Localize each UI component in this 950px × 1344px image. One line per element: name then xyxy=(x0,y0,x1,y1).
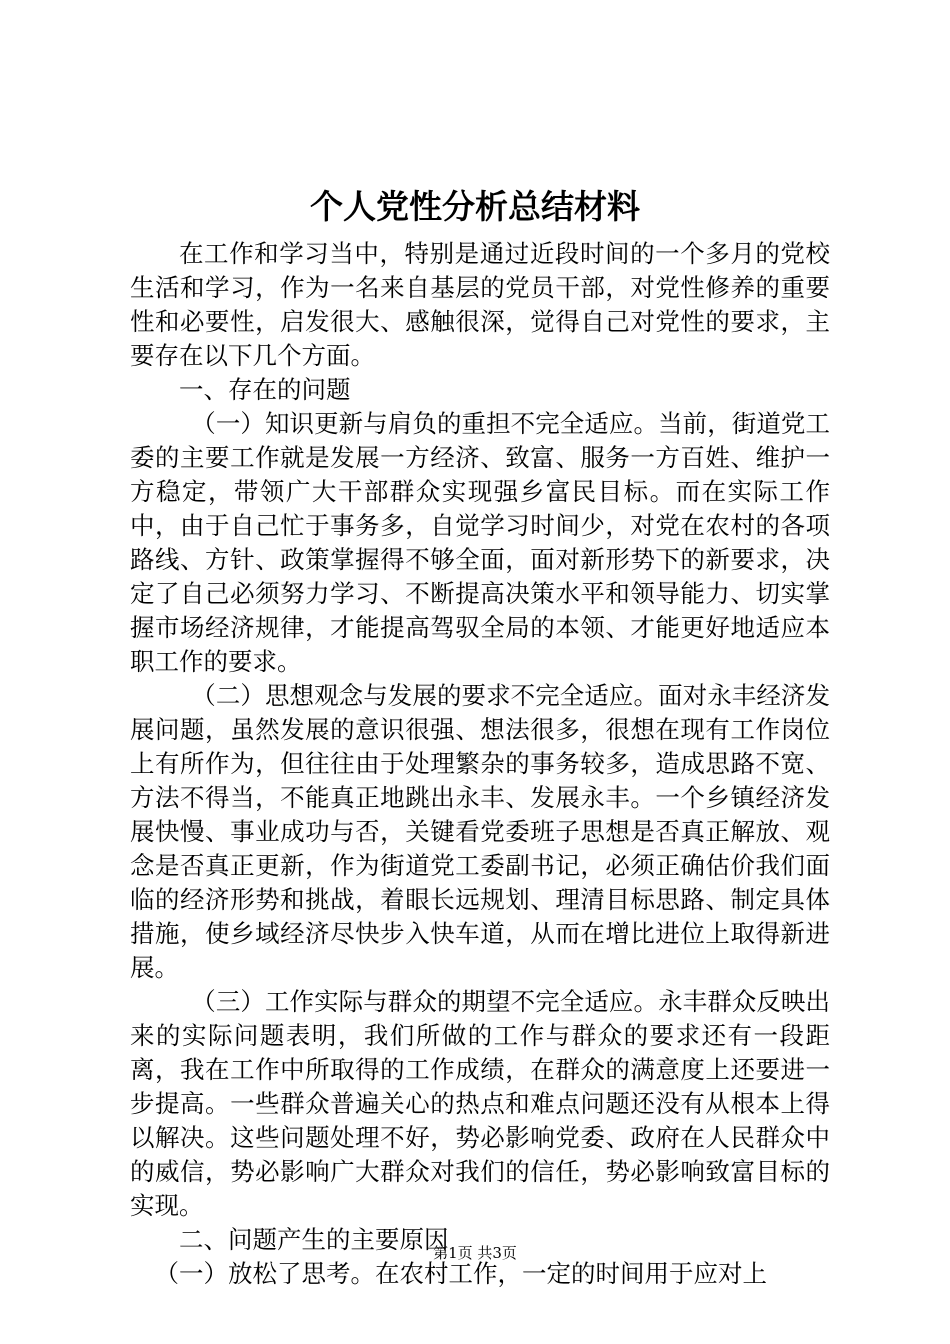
intro-paragraph: 在工作和学习当中，特别是通过近段时间的一个多月的党校生活和学习，作为一名来自基层的党员干部，对党性修养的重要性和必要性，启发很大、感触很深，觉得自己对党性的要求，主要存在以下几个方面。 xyxy=(130,239,830,370)
problem-paragraph-1: （一）知识更新与肩负的重担不完全适应。当前，街道党工委的主要工作就是发展一方经济、致富、服务一方百姓、维护一方稳定，带领广大干部群众实现强乡富民目标。而在实际工作中，由于自己忙于事务多，自觉学习时间少，对党在农村的各项路线、方针、政策掌握得不够全面，面对新形势下的新要求，决定了自己必须努力学习、不断提高决策水平和领导能力、切实掌握市场经济规律，才能提高驾驭全局的本领、才能更好地适应本职工作的要求。 xyxy=(130,409,830,676)
document-body xyxy=(130,237,830,1291)
problem-paragraph-2: （二）思想观念与发展的要求不完全适应。面对永丰经济发展问题，虽然发展的意识很强、想法很多，很想在现有工作岗位上有所作为，但往往由于处理繁杂的事务较多，造成思路不宽、方法不得当，不能真正地跳出永丰、发展永丰。一个乡镇经济发展快慢、事业成功与否，关键看党委班子思想是否真正解放、观念是否真正更新，作为街道党工委副书记，必须正确估价我们面临的经济形势和挑战，着眼长远规划、理清目标思路、制定具体措施，使乡域经济尽快步入快车道，从而在增比进位上取得新进展。 xyxy=(130,681,830,982)
section-heading-problems: 一、存在的问题 xyxy=(179,375,351,404)
document-title: 个人党性分析总结材料 xyxy=(310,187,640,226)
problem-paragraph-3: （三）工作实际与群众的期望不完全适应。永丰群众反映出来的实际问题表明，我们所做的工作与群众的要求还有一段距离，我在工作中所取得的工作成绩，在群众的满意度上还要进一步提高。一些群众普遍关心的热点和难点问题还没有从根本上得以解决。这些问题处理不好，势必影响党委、政府在人民群众中的威信，势必影响广大群众对我们的信任，势必影响致富目标的实现。 xyxy=(130,987,830,1220)
cause-paragraph-1: （一）放松了思考。在农村工作，一定的时间用于应对上 xyxy=(154,1259,767,1288)
page-number-footer: 第1页 共3页 xyxy=(433,1244,517,1262)
section-heading-causes: 二、问题产生的主要原因 xyxy=(179,1225,449,1254)
